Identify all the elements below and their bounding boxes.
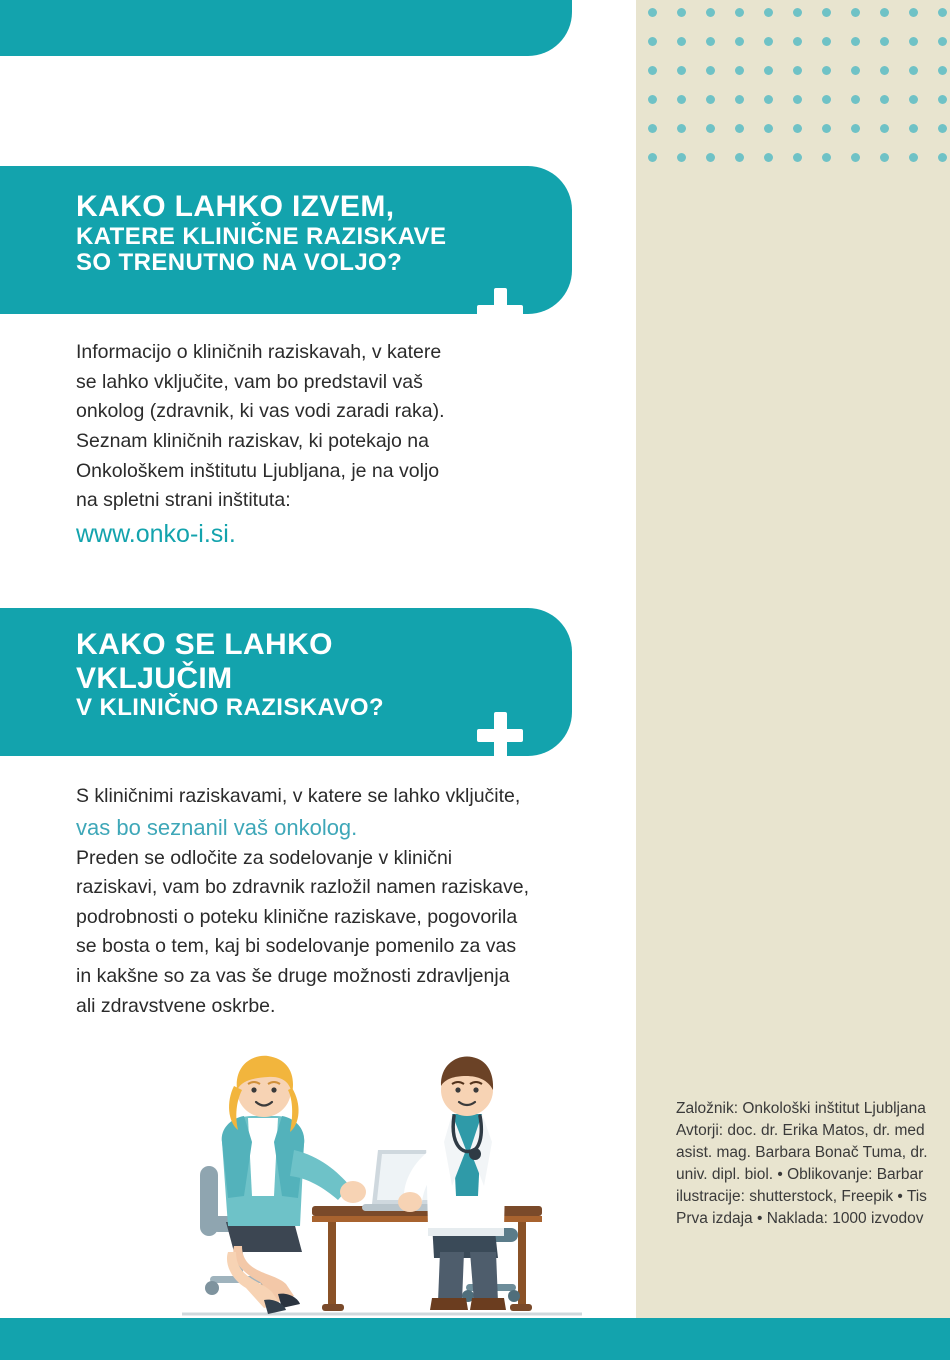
section-1-body	[76, 338, 576, 553]
dot	[677, 95, 686, 104]
dot	[764, 124, 773, 133]
dot	[793, 95, 802, 104]
colophon-line-4: univ. dipl. biol. • Oblikovanje: Barbar	[676, 1166, 924, 1183]
dot	[909, 8, 918, 17]
section-2-intro-line: S kliničnimi raziskavami, v katere se lahko vključite,	[76, 785, 521, 807]
dot	[706, 8, 715, 17]
dot	[735, 66, 744, 75]
section-2-paragraph-line-5: in kakšne so za vas še druge možnosti zdravljenja	[76, 965, 510, 988]
dot	[822, 8, 831, 17]
section-1-paragraph-line-5: Onkološkem inštitutu Ljubljana, je na voljo	[76, 459, 440, 482]
section-1-paragraph-line-1: Informacijo o kliničnih raziskavah, v katere	[76, 341, 442, 363]
dot	[822, 37, 831, 46]
dot	[938, 66, 947, 75]
dot	[648, 37, 657, 46]
dot	[793, 37, 802, 46]
dot	[677, 37, 686, 46]
dot	[822, 66, 831, 75]
bottom-teal-strip	[0, 1318, 950, 1360]
website-link[interactable]: www.onko-i.si.	[76, 519, 236, 548]
dot	[706, 95, 715, 104]
section-2-paragraph-line-4: se bosta o tem, kaj bi sodelovanje pomenilo za vas	[76, 935, 517, 958]
dot	[909, 66, 918, 75]
section-1-heading-line-2: KATERE KLINIČNE RAZISKAVE	[76, 222, 447, 250]
dot	[706, 124, 715, 133]
dot	[880, 95, 889, 104]
colophon-line-1: Založnik: Onkološki inštitut Ljubljana	[676, 1100, 926, 1117]
plus-icon	[477, 288, 523, 334]
dot	[909, 124, 918, 133]
section-2-paragraph-line-6: ali zdravstvene oskrbe.	[76, 994, 276, 1017]
dot	[735, 153, 744, 162]
section-1-paragraph-line-4: Seznam kliničnih raziskav, ki potekajo na	[76, 429, 429, 452]
dot	[648, 8, 657, 17]
patient-doctor-illustration	[182, 1046, 582, 1318]
dot	[648, 124, 657, 133]
dot	[938, 37, 947, 46]
dot	[735, 8, 744, 17]
dot	[648, 95, 657, 104]
dot	[764, 8, 773, 17]
colophon-line-6: Prva izdaja • Naklada: 1000 izvodov	[676, 1210, 924, 1227]
dot	[793, 8, 802, 17]
dot	[764, 95, 773, 104]
dot	[677, 66, 686, 75]
dot	[851, 124, 860, 133]
dot	[735, 37, 744, 46]
dot	[938, 153, 947, 162]
dot	[938, 124, 947, 133]
section-1-paragraph-line-3: onkolog (zdravnik, ki vas vodi zaradi raka).	[76, 400, 445, 423]
dot	[706, 153, 715, 162]
dot-grid-decoration	[648, 8, 950, 178]
dot	[793, 124, 802, 133]
dot	[822, 153, 831, 162]
dot	[880, 8, 889, 17]
section-2-accent-line: vas bo seznanil vaš onkolog.	[76, 814, 358, 840]
dot	[822, 95, 831, 104]
dot	[764, 66, 773, 75]
section-2-paragraph-line-2: raziskavi, vam bo zdravnik razložil namen raziskave,	[76, 876, 529, 899]
dot	[648, 153, 657, 162]
dot	[909, 37, 918, 46]
dot	[793, 66, 802, 75]
desk	[312, 1206, 542, 1311]
section-2-heading-line-2: VKLJUČIM	[76, 661, 233, 695]
dot	[851, 66, 860, 75]
section-1-heading-line-3: SO TRENUTNO NA VOLJO?	[76, 249, 403, 277]
dot	[880, 153, 889, 162]
dot	[938, 95, 947, 104]
colophon-line-2: Avtorji: doc. dr. Erika Matos, dr. med	[676, 1122, 925, 1139]
dot	[880, 124, 889, 133]
colophon	[676, 1098, 950, 1230]
dot	[706, 37, 715, 46]
section-2-heading-line-1: KAKO SE LAHKO	[76, 628, 333, 661]
dot	[938, 8, 947, 17]
dot	[677, 124, 686, 133]
dot	[793, 153, 802, 162]
section-2-heading-line-3: V KLINIČNO RAZISKAVO?	[76, 694, 384, 722]
colophon-line-3: asist. mag. Barbara Bonač Tuma, dr.	[676, 1144, 928, 1161]
dot	[735, 95, 744, 104]
dot	[648, 66, 657, 75]
section-2-paragraph-line-3: podrobnosti o poteku klinične raziskave, pogovorila	[76, 905, 518, 928]
dot	[735, 124, 744, 133]
colophon-line-5: ilustracije: shutterstock, Freepik • Tis	[676, 1188, 927, 1205]
section-1-heading-line-1: KAKO LAHKO IZVEM,	[76, 190, 395, 223]
dot	[880, 66, 889, 75]
dot	[909, 95, 918, 104]
dot	[851, 95, 860, 104]
dot	[851, 8, 860, 17]
dot	[851, 37, 860, 46]
plus-icon	[477, 712, 523, 758]
dot	[851, 153, 860, 162]
dot	[909, 153, 918, 162]
dot	[822, 124, 831, 133]
section-1-paragraph-line-6: na spletni strani inštituta:	[76, 489, 291, 512]
dot	[764, 153, 773, 162]
section-2-body	[76, 782, 576, 1021]
dot	[880, 37, 889, 46]
section-2-paragraph-line-1: Preden se odločite za sodelovanje v klinični	[76, 846, 453, 869]
dot	[706, 66, 715, 75]
dot	[764, 37, 773, 46]
dot	[677, 153, 686, 162]
dot	[677, 8, 686, 17]
section-1-paragraph-line-2: se lahko vključite, vam bo predstavil vaš	[76, 370, 423, 393]
top-teal-tab	[0, 0, 572, 56]
